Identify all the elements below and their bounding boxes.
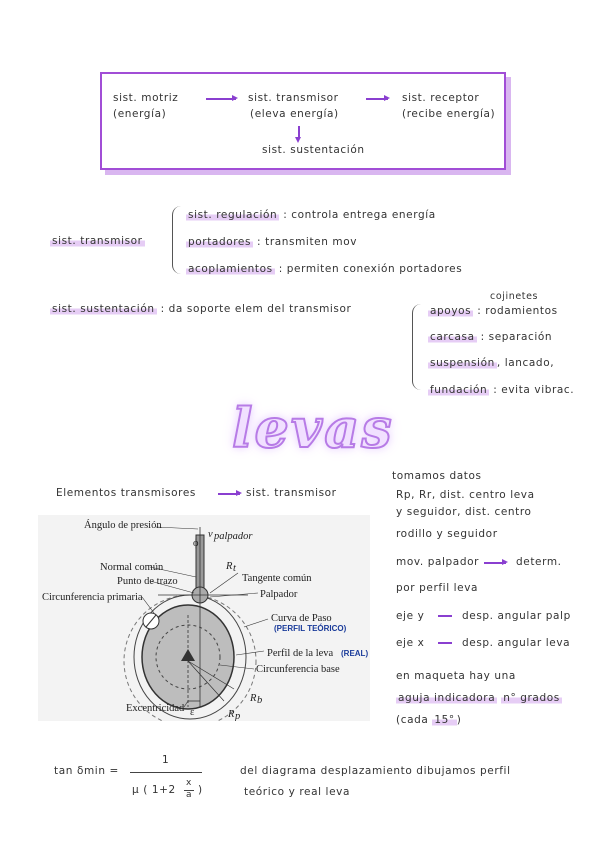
sist-receptor: sist. receptor [402,92,480,104]
note-line: tomamos datos [392,470,482,482]
mov-determ: determ. [516,556,562,568]
sustentacion-desc: : da soporte elem del transmisor [160,303,352,315]
label-real: (REAL) [341,649,369,658]
dash-icon [438,642,452,644]
formula-numerator: 1 [162,754,170,766]
note-line: Rp, Rr, dist. centro leva [396,489,535,501]
aguja-indicadora: aguja indicadora [398,692,496,704]
eje-y-label: eje y [396,610,425,622]
label-v: v [208,529,213,540]
label-rt-sub: t [233,563,236,574]
cam-diagram [38,515,370,721]
formula-text2: teórico y real leva [244,786,350,798]
mov-line2: por perfil leva [396,582,479,594]
formula-den-close: ) [198,784,203,796]
sist-motriz: sist. motriz [113,92,179,104]
arrow-right-icon [218,493,240,495]
eje-y-desc: desp. angular palp [462,610,571,622]
label-curva-paso: Curva de Paso [271,613,332,624]
item-term: fundación [430,384,488,396]
transmisor-label: sist. transmisor [52,235,143,247]
cojinetes-note: cojinetes [490,291,539,302]
item-term: sist. regulación [188,209,278,221]
sist-transmisor-sub: (eleva energía) [250,108,339,120]
label-excentricidad: Excentricidad [126,703,185,714]
fraction-bar [130,772,202,773]
label-perfil-teorico: (PERFIL TEÓRICO) [274,624,347,633]
item-term: carcasa [430,331,475,343]
maqueta-line1: en maqueta hay una [396,670,516,682]
item-desc: : evita vibrac. [493,384,575,396]
arrow-right-icon [206,98,236,100]
formula-den-a: μ ( 1+2 [132,784,176,796]
label-rb-sub: b [257,695,263,706]
item-desc: : permiten conexión portadores [278,263,463,275]
n-grados: n° grados [503,692,560,704]
sist-transmisor-box: sist. transmisor [248,92,339,104]
item-term: suspensión [430,357,495,369]
item-term: acoplamientos [188,263,273,275]
arrow-right-icon [366,98,388,100]
label-angulo-presion: Ángulo de presión [84,520,162,531]
item-desc: : rodamientos [477,305,558,317]
dash-icon [438,615,452,617]
sist-motriz-sub: (energía) [113,108,167,120]
mov-palpador: mov. palpador [396,556,480,568]
sist-receptor-sub: (recibe energía) [402,108,496,120]
label-phi: ϕ [193,538,199,549]
elementos-right: sist. transmisor [246,487,337,499]
formula-den-x: x [186,778,192,788]
item-desc: : controla entrega energía [283,209,436,221]
item-term: portadores [188,236,252,248]
arrow-down-head-icon [295,137,301,143]
item-desc: , lancado, [496,357,555,369]
levas-heading: levas [232,396,394,460]
brace-sustentacion [412,304,421,390]
cada-text: (cada [396,714,429,726]
label-rb: R [250,693,257,704]
label-rt: R [226,561,233,572]
item-term: apoyos [430,305,472,317]
label-punto-trazo: Punto de trazo [117,576,178,587]
label-normal-comun: Normal común [100,562,164,573]
formula-lhs: tan δmin = [54,765,119,777]
label-rp: R [228,709,235,720]
sustentacion-label: sist. sustentación [52,303,155,315]
eje-x-desc: desp. angular leva [462,637,571,649]
note-line: y seguidor, dist. centro [396,506,532,518]
quince-grados: 15° [434,714,455,726]
note-line: rodillo y seguidor [396,528,498,540]
label-v-sub: palpador [214,531,253,542]
item-desc: : transmiten mov [257,236,358,248]
formula-den-a2: a [186,790,193,800]
label-perfil-leva: Perfil de la leva [267,648,334,659]
label-palpador: Palpador [260,589,298,600]
eje-x-label: eje x [396,637,425,649]
item-desc: : separación [480,331,553,343]
arrow-right-icon [484,562,506,564]
label-tangente-comun: Tangente común [242,573,312,584]
label-epsilon: ε [190,707,195,718]
label-circ-base: Circunferencia base [256,664,340,675]
formula-text1: del diagrama desplazamiento dibujamos perfil [240,765,511,777]
label-circ-primaria: Circunferencia primaria [42,592,143,603]
elementos-left: Elementos transmisores [56,487,196,499]
sist-sustentacion-box: sist. sustentación [262,144,365,156]
close-paren: ) [456,714,462,726]
label-rp-sub: p [235,711,241,721]
brace-transmisor [172,206,181,274]
